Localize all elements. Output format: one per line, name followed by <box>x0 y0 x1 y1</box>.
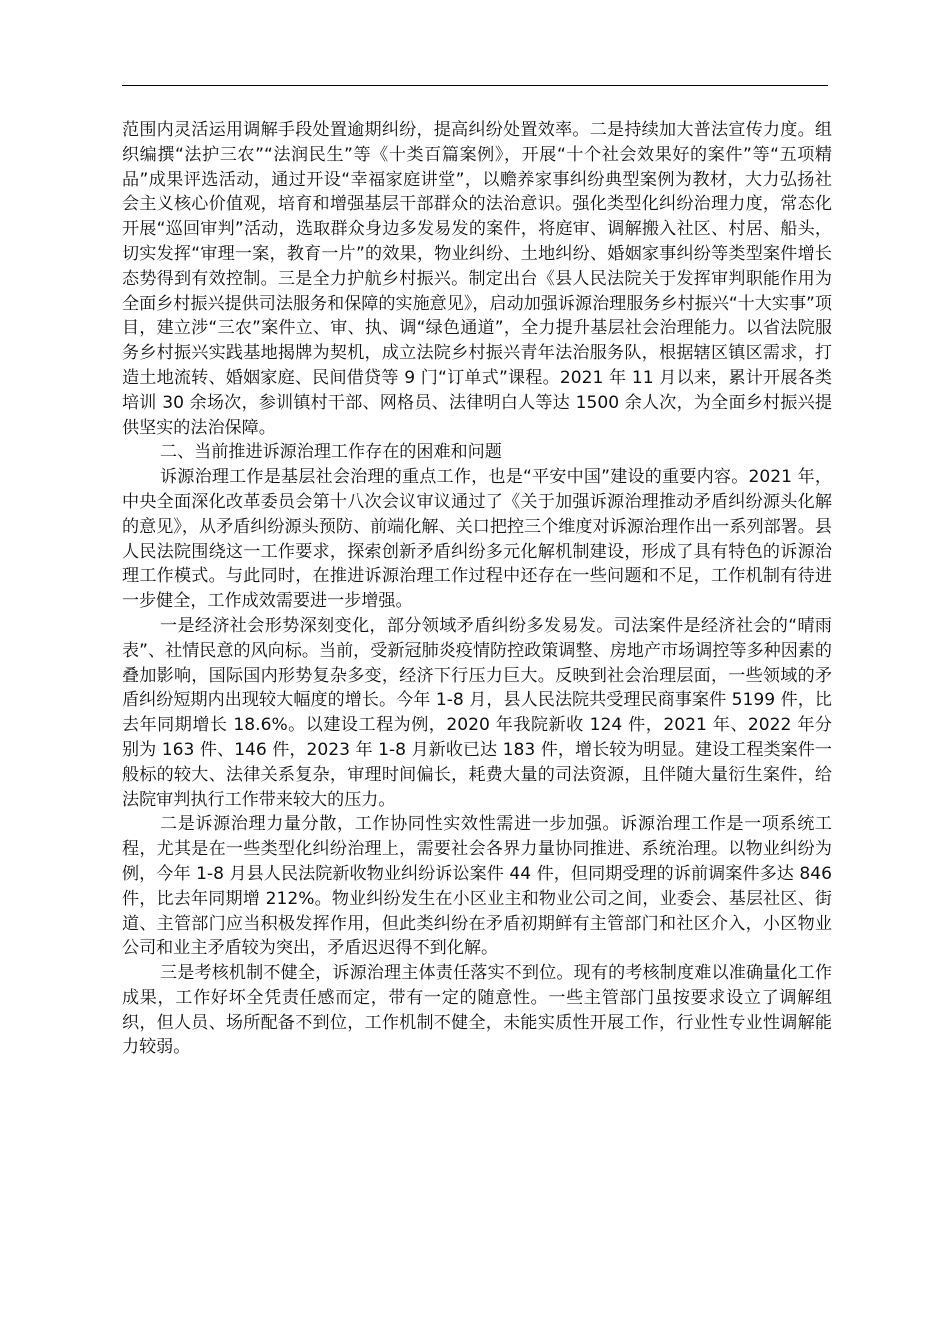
paragraph-continuation: 范围内灵活运用调解手段处置逾期纠纷，提高纠纷处置效率。二是持续加大普法宣传力度。组织编撰“法护三农”“法润民生”等《十类百篇案例》，开展“十个社会效果好的案件”等“五项精品”成果评选活动，通过开设“幸福家庭讲堂”，以赡养家事纠纷典型案例为教材，大力弘扬社会主义核心价值观，培育和增强基层干部群众的法治意识。强化类型化纠纷治理力度，常态化开展“巡回审判”活动，选取群众身边多发易发的案件，将庭审、调解搬入社区、村居、船头，切实发挥“审理一案，教育一片”的效果，物业纠纷、土地纠纷、婚姻家事纠纷等类型案件增长态势得到有效控制。三是全力护航乡村振兴。制定出台《县人民法院关于发挥审判职能作用为全面乡村振兴提供司法服务和保障的实施意见》，启动加强诉源治理服务乡村振兴“十大实事”项目，建立涉“三农”案件立、审、执、调“绿色通道”，全力提升基层社会治理能力。以省法院服务乡村振兴实践基地揭牌为契机，成立法院乡村振兴青年法治服务队，根据辖区镇区需求，打造土地流转、婚姻家庭、民间借贷等 9 门“订单式”课程。2021 年 11 月以来，累计开展各类培训 30 余场次，参训镇村干部、网格员、法律明白人等达 1500 余人次，为全面乡村振兴提供坚实的法治保障。 <box>122 120 833 438</box>
body-text <box>122 118 832 1060</box>
paragraph-intro: 诉源治理工作是基层社会治理的重点工作，也是“平安中国”建设的重要内容。2021 年，中央全面深化改革委员会第十八次会议审议通过了《关于加强诉源治理推动矛盾纠纷源头化解的意见》，从矛盾纠纷源头预防、前端化解、关口把控三个维度对诉源治理作出一系列部署。县人民法院围绕这一工作要求，探索创新矛盾纠纷多元化解机制建设，形成了具有特色的诉源治理工作模式。与此同时，在推进诉源治理工作过程中还存在一些问题和不足，工作机制有待进一步健全，工作成效需要进一步增强。 <box>122 467 832 612</box>
section-heading: 二、当前推进诉源治理工作存在的困难和问题 <box>160 442 502 463</box>
paragraph-point-two: 二是诉源治理力量分散，工作协同性实效性需进一步加强。诉源治理工作是一项系统工程，尤其是在一些类型化纠纷治理上，需要社会各界力量协同推进、系统治理。以物业纠纷为例，今年 1-8 月县人民法院新收物业纠纷诉讼案件 44 件，但同期受理的诉前调案件多达 846 件，比去年同期增 212%。物业纠纷发生在小区业主和物业公司之间，业委会、基层社区、街道、主管部门应当积极发挥作用，但此类纠纷在矛盾初期鲜有主管部门和社区介入，小区物业公司和业主矛盾较为突出，矛盾迟迟得不到化解。 <box>122 814 832 959</box>
paragraph-point-three: 三是考核机制不健全，诉源治理主体责任落实不到位。现有的考核制度难以准确量化工作成果，工作好坏全凭责任感而定，带有一定的随意性。一些主管部门虽按要求设立了调解组织，但人员、场所配备不到位，工作机制不健全，未能实质性开展工作，行业性专业性调解能力较弱。 <box>122 963 832 1058</box>
paragraph-point-one: 一是经济社会形势深刻变化，部分领域矛盾纠纷多发易发。司法案件是经济社会的“晴雨表”、社情民意的风向标。当前，受新冠肺炎疫情防控政策调整、房地产市场调控等多种因素的叠加影响，国际国内形势复杂多变，经济下行压力巨大。反映到社会治理层面，一些领域的矛盾纠纷短期内出现较大幅度的增长。今年 1-8 月，县人民法院共受理民商事案件 5199 件，比去年同期增长 18.6%。以建设工程为例，2020 年我院新收 124 件，2021 年、2022 年分别为 163 件、146 件，2023 年 1-8 月新收已达 183 件，增长较为明显。建设工程类案件一般标的较大、法律关系复杂，审理时间偏长，耗费大量的司法资源，且伴随大量衍生案件，给法院审判执行工作带来较大的压力。 <box>122 615 832 810</box>
header-rule <box>122 85 828 86</box>
